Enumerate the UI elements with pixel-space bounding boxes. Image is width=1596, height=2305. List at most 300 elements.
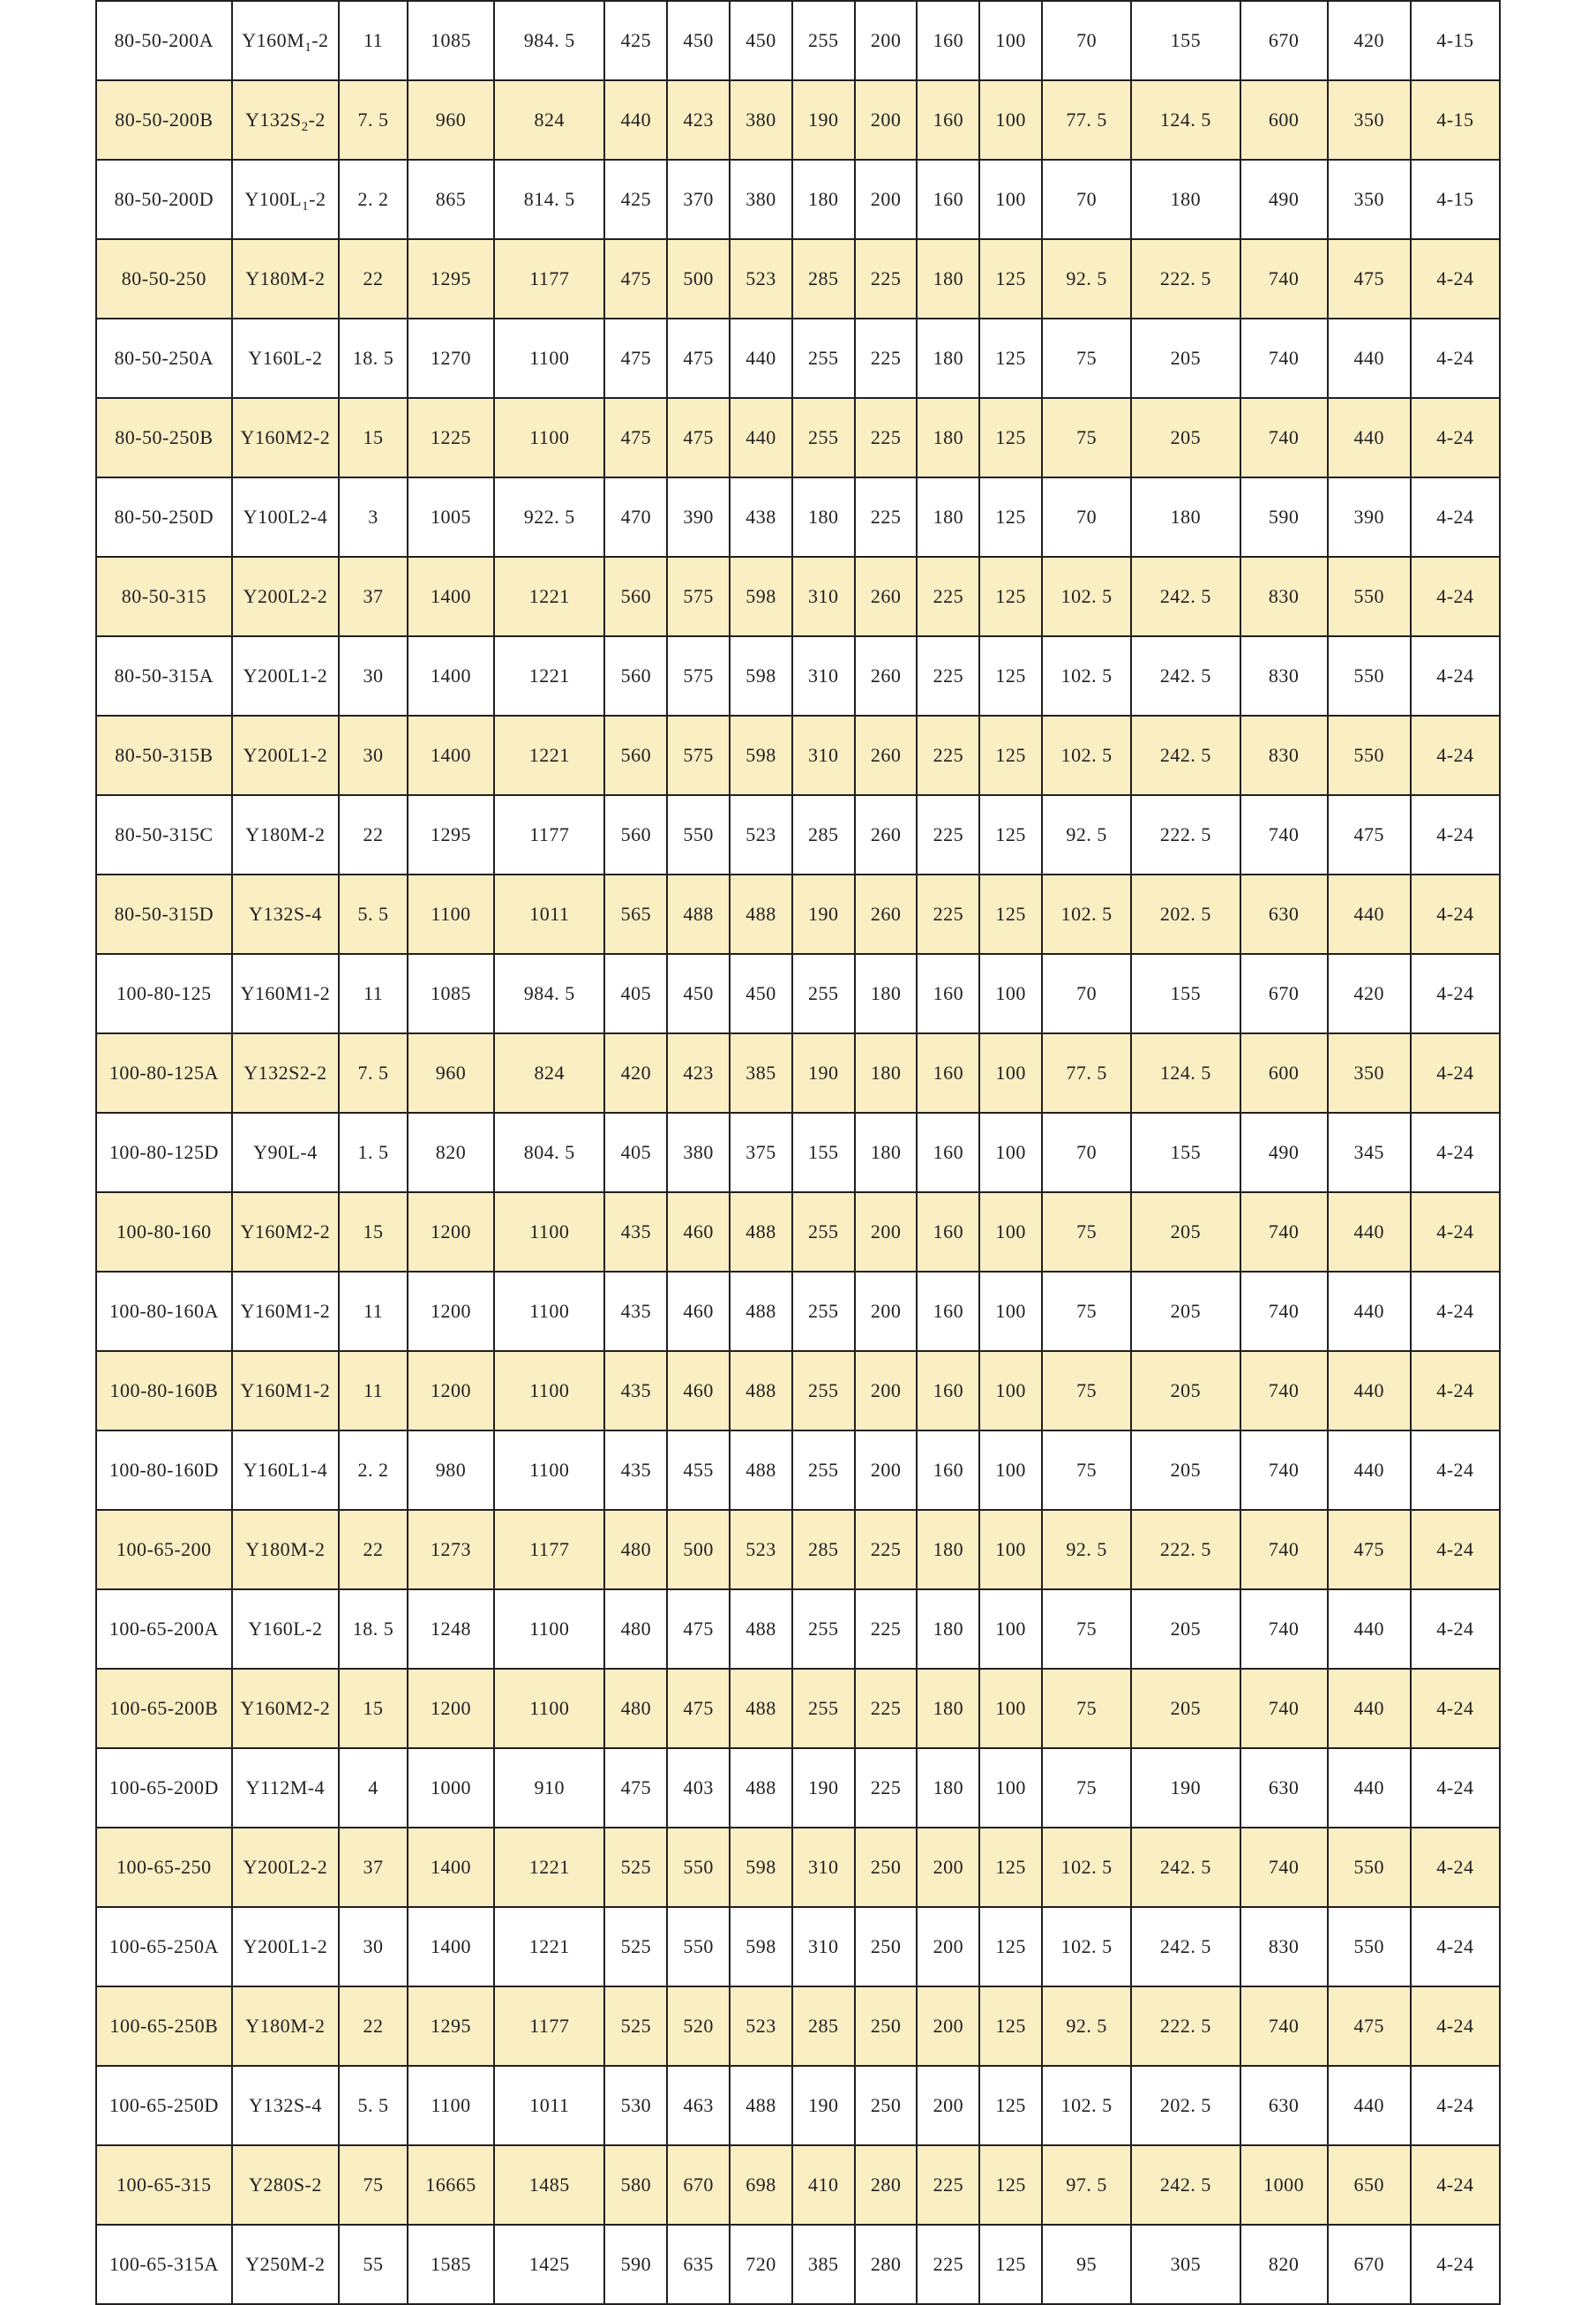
cell-value: 92. 5	[1042, 1510, 1131, 1589]
cell-value: 375	[730, 1113, 792, 1192]
cell-value: 202. 5	[1131, 875, 1240, 954]
cell-value: 155	[1131, 954, 1240, 1033]
cell-motor: Y90L-4	[232, 1113, 339, 1192]
cell-value: 255	[792, 1, 855, 80]
cell-motor: Y160M1-2	[232, 1272, 339, 1351]
cell-value: 600	[1240, 1033, 1328, 1113]
cell-value: 102. 5	[1042, 557, 1131, 636]
cell-value: 550	[1328, 716, 1411, 795]
cell-value: 475	[1328, 1510, 1411, 1589]
cell-value: 125	[979, 636, 1042, 716]
cell-value: 1100	[494, 1272, 604, 1351]
cell-model: 100-80-125D	[96, 1113, 232, 1192]
cell-value: 1100	[494, 1589, 604, 1669]
cell-motor: Y180M-2	[232, 1986, 339, 2066]
cell-value: 385	[792, 2225, 855, 2304]
cell-value: 380	[730, 160, 792, 239]
cell-value: 125	[979, 2066, 1042, 2145]
cell-model: 100-65-200A	[96, 1589, 232, 1669]
cell-value: 260	[855, 557, 918, 636]
cell-value: 550	[1328, 636, 1411, 716]
cell-value: 1225	[408, 398, 494, 477]
cell-value: 180	[1131, 160, 1240, 239]
cell-model: 80-50-250	[96, 239, 232, 319]
cell-value: 255	[792, 954, 855, 1033]
cell-value: 1221	[494, 557, 604, 636]
cell-motor: Y160M1-2	[232, 1351, 339, 1430]
cell-value: 100	[979, 160, 1042, 239]
cell-value: 460	[667, 1192, 730, 1272]
cell-value: 180	[792, 477, 855, 557]
cell-value: 242. 5	[1131, 636, 1240, 716]
pump-specification-table	[95, 0, 1501, 2305]
cell-value: 350	[1328, 80, 1411, 160]
cell-value: 70	[1042, 160, 1131, 239]
cell-value: 1221	[494, 1907, 604, 1986]
cell-model: 100-80-125	[96, 954, 232, 1033]
cell-value: 425	[604, 160, 667, 239]
cell-value: 523	[730, 1986, 792, 2066]
cell-value: 1000	[1240, 2145, 1328, 2225]
cell-value: 740	[1240, 239, 1328, 319]
cell-value: 4-24	[1411, 795, 1500, 875]
cell-value: 385	[730, 1033, 792, 1113]
cell-value: 1177	[494, 795, 604, 875]
cell-value: 1221	[494, 716, 604, 795]
cell-value: 100	[979, 1510, 1042, 1589]
cell-value: 435	[604, 1272, 667, 1351]
table-row	[96, 1, 1500, 80]
cell-value: 740	[1240, 795, 1328, 875]
table-row	[96, 716, 1500, 795]
cell-value: 200	[855, 1, 918, 80]
cell-value: 250	[855, 1986, 918, 2066]
cell-value: 984. 5	[494, 1, 604, 80]
cell-value: 75	[1042, 1192, 1131, 1272]
cell-value: 160	[917, 80, 979, 160]
cell-motor: Y160L-2	[232, 319, 339, 398]
cell-value: 225	[917, 636, 979, 716]
cell-motor: Y160M2-2	[232, 1192, 339, 1272]
cell-value: 11	[339, 1351, 408, 1430]
table-row	[96, 1589, 1500, 1669]
cell-motor: Y112M-4	[232, 1748, 339, 1828]
cell-value: 1011	[494, 875, 604, 954]
cell-value: 100	[979, 1113, 1042, 1192]
cell-value: 222. 5	[1131, 1510, 1240, 1589]
cell-value: 420	[1328, 1, 1411, 80]
cell-value: 102. 5	[1042, 1907, 1131, 1986]
cell-value: 380	[730, 80, 792, 160]
cell-value: 670	[1328, 2225, 1411, 2304]
table-row	[96, 80, 1500, 160]
cell-value: 11	[339, 954, 408, 1033]
cell-value: 100	[979, 1351, 1042, 1430]
cell-value: 75	[1042, 319, 1131, 398]
cell-value: 450	[730, 1, 792, 80]
cell-value: 475	[667, 398, 730, 477]
cell-motor: Y132S-4	[232, 875, 339, 954]
cell-value: 475	[1328, 795, 1411, 875]
cell-value: 1100	[494, 1669, 604, 1748]
cell-value: 475	[604, 1748, 667, 1828]
cell-value: 1011	[494, 2066, 604, 2145]
cell-value: 488	[730, 1192, 792, 1272]
cell-value: 580	[604, 2145, 667, 2225]
cell-value: 22	[339, 1986, 408, 2066]
cell-value: 180	[917, 1510, 979, 1589]
cell-value: 440	[1328, 1748, 1411, 1828]
cell-value: 180	[917, 239, 979, 319]
cell-value: 310	[792, 636, 855, 716]
cell-motor: Y160M2-2	[232, 398, 339, 477]
cell-motor: Y200L1-2	[232, 716, 339, 795]
cell-value: 475	[667, 1669, 730, 1748]
cell-value: 190	[792, 2066, 855, 2145]
cell-value: 670	[667, 2145, 730, 2225]
cell-model: 80-50-315A	[96, 636, 232, 716]
cell-value: 100	[979, 1748, 1042, 1828]
cell-value: 305	[1131, 2225, 1240, 2304]
cell-value: 4-24	[1411, 1192, 1500, 1272]
cell-value: 1100	[408, 875, 494, 954]
cell-value: 30	[339, 636, 408, 716]
cell-value: 205	[1131, 398, 1240, 477]
cell-value: 1100	[494, 1430, 604, 1510]
cell-value: 450	[667, 1, 730, 80]
cell-value: 922. 5	[494, 477, 604, 557]
cell-value: 475	[1328, 239, 1411, 319]
table-row	[96, 875, 1500, 954]
cell-value: 4-24	[1411, 875, 1500, 954]
table-row	[96, 1351, 1500, 1430]
cell-value: 405	[604, 954, 667, 1033]
cell-value: 3	[339, 477, 408, 557]
table-row	[96, 160, 1500, 239]
cell-value: 435	[604, 1351, 667, 1430]
cell-value: 160	[917, 1113, 979, 1192]
cell-value: 4-24	[1411, 319, 1500, 398]
cell-value: 600	[1240, 80, 1328, 160]
cell-value: 720	[730, 2225, 792, 2304]
cell-value: 1. 5	[339, 1113, 408, 1192]
cell-value: 200	[917, 2066, 979, 2145]
cell-value: 1177	[494, 1510, 604, 1589]
cell-value: 824	[494, 80, 604, 160]
cell-value: 102. 5	[1042, 875, 1131, 954]
cell-motor: Y180M-2	[232, 1510, 339, 1589]
cell-value: 523	[730, 795, 792, 875]
cell-value: 455	[667, 1430, 730, 1510]
cell-value: 1200	[408, 1272, 494, 1351]
cell-model: 80-50-250D	[96, 477, 232, 557]
cell-value: 15	[339, 398, 408, 477]
cell-value: 1000	[408, 1748, 494, 1828]
cell-value: 242. 5	[1131, 1907, 1240, 1986]
cell-value: 440	[1328, 1430, 1411, 1510]
cell-value: 4	[339, 1748, 408, 1828]
cell-value: 488	[730, 1430, 792, 1510]
cell-value: 124. 5	[1131, 1033, 1240, 1113]
cell-motor: Y200L2-2	[232, 1828, 339, 1907]
cell-value: 490	[1240, 1113, 1328, 1192]
cell-value: 830	[1240, 557, 1328, 636]
cell-motor: Y132S2-2	[232, 1033, 339, 1113]
table-row	[96, 795, 1500, 875]
cell-value: 225	[917, 875, 979, 954]
cell-value: 488	[730, 1351, 792, 1430]
cell-value: 598	[730, 1907, 792, 1986]
cell-value: 635	[667, 2225, 730, 2304]
cell-model: 100-80-160	[96, 1192, 232, 1272]
cell-value: 1177	[494, 1986, 604, 2066]
cell-value: 4-24	[1411, 239, 1500, 319]
cell-value: 125	[979, 398, 1042, 477]
cell-value: 740	[1240, 1589, 1328, 1669]
cell-value: 180	[792, 160, 855, 239]
cell-value: 984. 5	[494, 954, 604, 1033]
cell-value: 4-15	[1411, 80, 1500, 160]
cell-value: 180	[917, 1669, 979, 1748]
cell-value: 205	[1131, 1192, 1240, 1272]
cell-value: 202. 5	[1131, 2066, 1240, 2145]
cell-value: 740	[1240, 1828, 1328, 1907]
cell-value: 225	[855, 477, 918, 557]
cell-value: 440	[730, 398, 792, 477]
cell-value: 225	[855, 1748, 918, 1828]
cell-value: 102. 5	[1042, 716, 1131, 795]
cell-value: 200	[855, 160, 918, 239]
cell-motor: Y100L2-4	[232, 477, 339, 557]
cell-value: 222. 5	[1131, 239, 1240, 319]
cell-value: 242. 5	[1131, 2145, 1240, 2225]
cell-value: 463	[667, 2066, 730, 2145]
cell-value: 222. 5	[1131, 1986, 1240, 2066]
cell-model: 80-50-315	[96, 557, 232, 636]
cell-value: 285	[792, 1510, 855, 1589]
cell-value: 4-24	[1411, 2145, 1500, 2225]
cell-value: 475	[667, 1589, 730, 1669]
cell-value: 30	[339, 1907, 408, 1986]
cell-value: 4-24	[1411, 636, 1500, 716]
cell-value: 125	[979, 1907, 1042, 1986]
cell-value: 37	[339, 557, 408, 636]
table-row	[96, 239, 1500, 319]
cell-value: 242. 5	[1131, 1828, 1240, 1907]
cell-motor: Y160L-2	[232, 1589, 339, 1669]
cell-value: 740	[1240, 1986, 1328, 2066]
cell-value: 102. 5	[1042, 2066, 1131, 2145]
cell-value: 70	[1042, 1, 1131, 80]
cell-value: 22	[339, 795, 408, 875]
cell-value: 560	[604, 636, 667, 716]
cell-value: 1200	[408, 1351, 494, 1430]
cell-value: 205	[1131, 1430, 1240, 1510]
cell-model: 100-65-315A	[96, 2225, 232, 2304]
cell-value: 225	[855, 1669, 918, 1748]
cell-value: 475	[1328, 1986, 1411, 2066]
cell-value: 255	[792, 1589, 855, 1669]
cell-motor: $Y160M_1-2$	[232, 1, 339, 80]
cell-value: 75	[1042, 1589, 1131, 1669]
cell-value: 70	[1042, 1113, 1131, 1192]
cell-value: 630	[1240, 2066, 1328, 2145]
cell-value: 4-24	[1411, 1351, 1500, 1430]
cell-value: 255	[792, 398, 855, 477]
cell-value: 160	[917, 1033, 979, 1113]
cell-value: 70	[1042, 954, 1131, 1033]
cell-value: 4-15	[1411, 1, 1500, 80]
table-row	[96, 1669, 1500, 1748]
cell-value: 1270	[408, 319, 494, 398]
cell-value: 7. 5	[339, 80, 408, 160]
cell-value: 550	[667, 795, 730, 875]
cell-value: 440	[730, 319, 792, 398]
cell-value: 242. 5	[1131, 716, 1240, 795]
cell-value: 1085	[408, 954, 494, 1033]
cell-value: 590	[1240, 477, 1328, 557]
cell-value: 222. 5	[1131, 795, 1240, 875]
cell-value: 260	[855, 795, 918, 875]
cell-motor: Y180M-2	[232, 795, 339, 875]
cell-value: 1485	[494, 2145, 604, 2225]
cell-value: 225	[917, 2225, 979, 2304]
table-row	[96, 1192, 1500, 1272]
cell-value: 180	[855, 1113, 918, 1192]
cell-value: 280	[855, 2225, 918, 2304]
cell-value: 4-24	[1411, 1272, 1500, 1351]
cell-value: 225	[855, 1510, 918, 1589]
cell-value: 4-24	[1411, 1907, 1500, 1986]
cell-value: 11	[339, 1272, 408, 1351]
cell-value: 125	[979, 1828, 1042, 1907]
cell-value: 598	[730, 557, 792, 636]
cell-value: 488	[730, 2066, 792, 2145]
cell-value: 590	[604, 2225, 667, 2304]
cell-value: 550	[667, 1828, 730, 1907]
cell-value: 1585	[408, 2225, 494, 2304]
cell-value: 102. 5	[1042, 636, 1131, 716]
cell-value: 22	[339, 239, 408, 319]
cell-value: 1400	[408, 636, 494, 716]
cell-value: 824	[494, 1033, 604, 1113]
cell-value: 102. 5	[1042, 1828, 1131, 1907]
cell-value: 205	[1131, 319, 1240, 398]
cell-value: 100	[979, 80, 1042, 160]
table-row	[96, 2066, 1500, 2145]
cell-value: 200	[855, 1430, 918, 1510]
cell-value: 4-24	[1411, 2225, 1500, 2304]
cell-value: 160	[917, 1272, 979, 1351]
cell-value: 488	[730, 1272, 792, 1351]
cell-value: 285	[792, 795, 855, 875]
cell-value: 200	[855, 1272, 918, 1351]
cell-value: 225	[917, 716, 979, 795]
cell-value: 523	[730, 1510, 792, 1589]
cell-value: 438	[730, 477, 792, 557]
cell-value: 830	[1240, 636, 1328, 716]
cell-value: 1100	[494, 1192, 604, 1272]
cell-value: 75	[1042, 1748, 1131, 1828]
cell-value: 260	[855, 716, 918, 795]
cell-value: 740	[1240, 319, 1328, 398]
cell-value: 440	[1328, 1351, 1411, 1430]
cell-value: 345	[1328, 1113, 1411, 1192]
cell-value: 18. 5	[339, 319, 408, 398]
cell-model: 80-50-315D	[96, 875, 232, 954]
cell-motor: Y160L1-4	[232, 1430, 339, 1510]
cell-value: 180	[1131, 477, 1240, 557]
cell-value: 740	[1240, 1351, 1328, 1430]
cell-value: 4-24	[1411, 1430, 1500, 1510]
cell-value: 575	[667, 557, 730, 636]
cell-value: 18. 5	[339, 1589, 408, 1669]
table-row	[96, 398, 1500, 477]
cell-motor: Y160M2-2	[232, 1669, 339, 1748]
cell-value: 30	[339, 716, 408, 795]
cell-value: 565	[604, 875, 667, 954]
table-row	[96, 954, 1500, 1033]
cell-motor: Y250M-2	[232, 2225, 339, 2304]
cell-value: 125	[979, 2225, 1042, 2304]
cell-value: 820	[1240, 2225, 1328, 2304]
cell-value: 4-24	[1411, 954, 1500, 1033]
table-row	[96, 1986, 1500, 2066]
cell-value: 11	[339, 1, 408, 80]
cell-value: 100	[979, 1669, 1042, 1748]
cell-value: 525	[604, 1828, 667, 1907]
cell-value: 4-24	[1411, 1113, 1500, 1192]
cell-value: 575	[667, 716, 730, 795]
cell-value: 280	[855, 2145, 918, 2225]
cell-value: 125	[979, 2145, 1042, 2225]
cell-value: 500	[667, 239, 730, 319]
table-row	[96, 1907, 1500, 1986]
cell-value: 650	[1328, 2145, 1411, 2225]
cell-value: 740	[1240, 1430, 1328, 1510]
table-row	[96, 1033, 1500, 1113]
cell-value: 1085	[408, 1, 494, 80]
cell-value: 16665	[408, 2145, 494, 2225]
cell-value: 225	[917, 795, 979, 875]
cell-value: 255	[792, 319, 855, 398]
cell-value: 22	[339, 1510, 408, 1589]
cell-value: 160	[917, 1, 979, 80]
cell-value: 1100	[494, 319, 604, 398]
cell-value: 255	[792, 1192, 855, 1272]
cell-value: 523	[730, 239, 792, 319]
cell-motor: Y200L2-2	[232, 557, 339, 636]
cell-value: 380	[667, 1113, 730, 1192]
cell-value: 450	[667, 954, 730, 1033]
cell-motor: $Y100L_1-2$	[232, 160, 339, 239]
cell-value: 75	[1042, 1351, 1131, 1430]
cell-value: 285	[792, 1986, 855, 2066]
cell-value: 4-24	[1411, 716, 1500, 795]
cell-value: 250	[855, 1828, 918, 1907]
cell-value: 598	[730, 636, 792, 716]
cell-value: 740	[1240, 1272, 1328, 1351]
cell-model: 100-65-250D	[96, 2066, 232, 2145]
cell-value: 440	[604, 80, 667, 160]
cell-value: 550	[1328, 1907, 1411, 1986]
cell-value: 1221	[494, 1828, 604, 1907]
table-row	[96, 477, 1500, 557]
cell-value: 255	[792, 1669, 855, 1748]
cell-value: 97. 5	[1042, 2145, 1131, 2225]
cell-value: 403	[667, 1748, 730, 1828]
cell-value: 155	[792, 1113, 855, 1192]
